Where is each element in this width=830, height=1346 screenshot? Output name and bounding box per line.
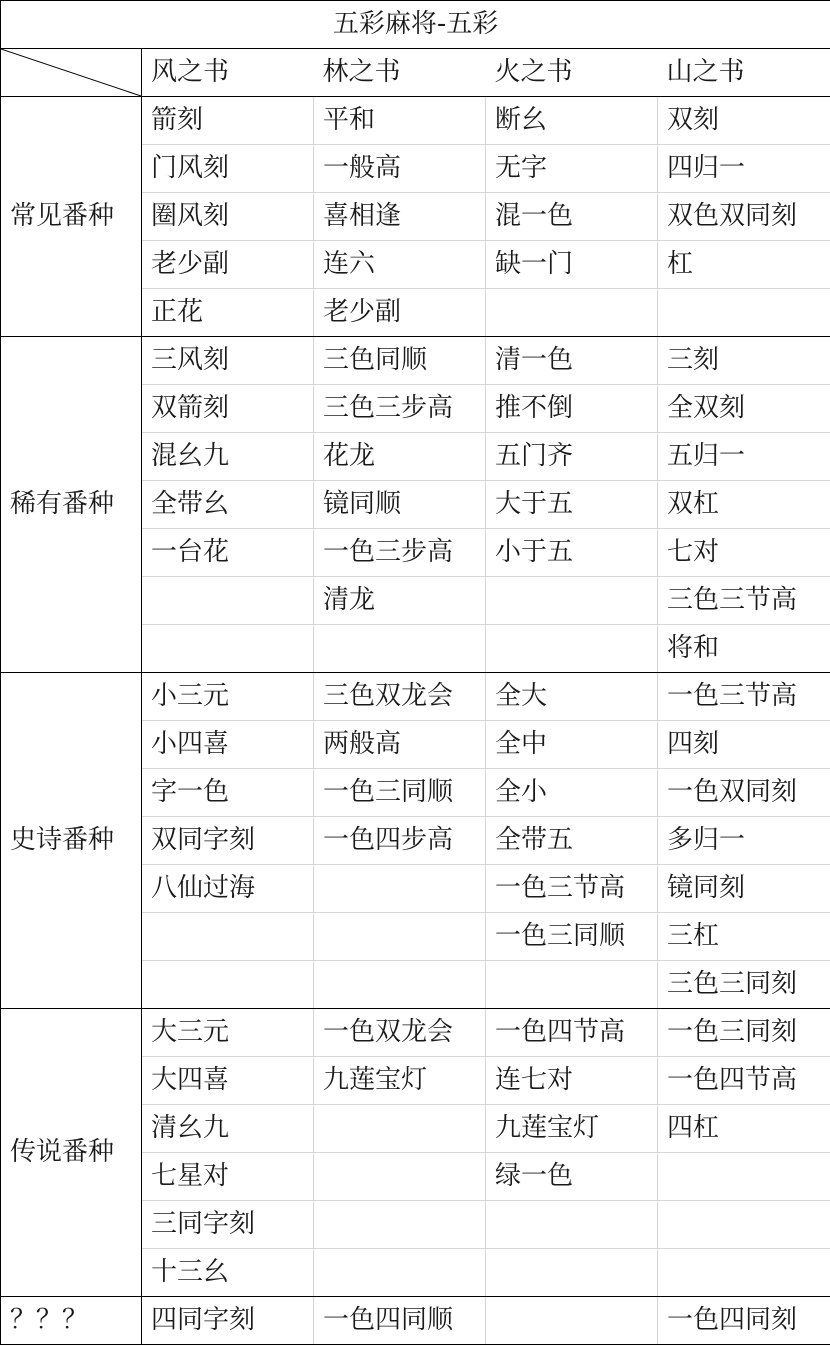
table-cell: 四同字刻 [142,1297,314,1345]
table-cell [314,1249,486,1297]
table-cell: 三杠 [658,913,830,961]
table-row [1,97,830,145]
table-row [1,337,830,385]
table-cell: 十三幺 [142,1249,314,1297]
table-cell [314,1201,486,1249]
table-cell: 大四喜 [142,1057,314,1105]
table-cell: 四归一 [658,145,830,193]
column-header-forest: 林之书 [314,49,486,97]
table-cell: 字一色 [142,769,314,817]
table-cell: 清幺九 [142,1105,314,1153]
table-cell [658,1249,830,1297]
table-cell: 一色三同顺 [486,913,658,961]
table-cell [142,913,314,961]
table-cell: 大于五 [486,481,658,529]
column-header-wind: 风之书 [142,49,314,97]
table-cell: 混一色 [486,193,658,241]
table-cell: 一色四步高 [314,817,486,865]
table-cell: 五归一 [658,433,830,481]
table-cell [142,961,314,1009]
table-cell: 箭刻 [142,97,314,145]
corner-cell [1,49,142,97]
table-cell: 老少副 [314,289,486,337]
diagonal-divider-icon [1,49,141,96]
table-cell: 圈风刻 [142,193,314,241]
table-cell [486,961,658,1009]
table-cell: 平和 [314,97,486,145]
table-cell: 多归一 [658,817,830,865]
table-cell: 一色三步高 [314,529,486,577]
table-cell [314,1153,486,1201]
table-cell [486,625,658,673]
table-cell: 三色双龙会 [314,673,486,721]
table-cell: 镜同顺 [314,481,486,529]
table-cell: 一色三节高 [486,865,658,913]
table-cell: 老少副 [142,241,314,289]
table-cell: 双同字刻 [142,817,314,865]
table-cell: 小四喜 [142,721,314,769]
table-cell [314,961,486,1009]
table-row [1,1009,830,1057]
category-label: 稀有番种 [1,337,142,673]
table-cell: 清龙 [314,577,486,625]
table-cell: 全带幺 [142,481,314,529]
table-cell: 五门齐 [486,433,658,481]
table-cell: 将和 [658,625,830,673]
table-row [1,1297,830,1345]
table-cell [142,577,314,625]
category-label: 史诗番种 [1,673,142,1009]
table-cell: 小三元 [142,673,314,721]
table-cell [142,625,314,673]
table-title: 五彩麻将-五彩 [1,1,830,49]
table-cell [658,289,830,337]
table-cell [314,1105,486,1153]
table-cell: 无字 [486,145,658,193]
table-cell [486,577,658,625]
table-cell [486,1249,658,1297]
table-cell: 两般高 [314,721,486,769]
table-cell: 七对 [658,529,830,577]
table-cell: 九莲宝灯 [486,1105,658,1153]
table-cell: 一色双同刻 [658,769,830,817]
table-cell: 四杠 [658,1105,830,1153]
column-header-fire: 火之书 [486,49,658,97]
table-body [1,97,830,1345]
table-cell [486,1201,658,1249]
category-label: 常见番种 [1,97,142,337]
category-label: ？？？ [1,1297,142,1345]
table-cell: 一色四节高 [658,1057,830,1105]
table-cell: 镜同刻 [658,865,830,913]
table-cell: 绿一色 [486,1153,658,1201]
table-cell: 全双刻 [658,385,830,433]
table-cell: 四刻 [658,721,830,769]
table-cell: 双色双同刻 [658,193,830,241]
table-cell [314,913,486,961]
table-cell: 三刻 [658,337,830,385]
table-cell: 双杠 [658,481,830,529]
table-cell: 一色四同刻 [658,1297,830,1345]
table-cell: 连六 [314,241,486,289]
table-cell: 喜相逢 [314,193,486,241]
table-cell: 断幺 [486,97,658,145]
table-cell [486,289,658,337]
table-cell: 大三元 [142,1009,314,1057]
table-cell: 小于五 [486,529,658,577]
table-cell: 全小 [486,769,658,817]
table-cell [658,1153,830,1201]
table-cell: 三色三步高 [314,385,486,433]
table-cell: 一色四节高 [486,1009,658,1057]
table-cell: 全大 [486,673,658,721]
table-cell [314,625,486,673]
table-cell: 门风刻 [142,145,314,193]
table-cell [658,1201,830,1249]
table-cell: 九莲宝灯 [314,1057,486,1105]
table-cell: 花龙 [314,433,486,481]
table-cell [486,1297,658,1345]
table-cell: 杠 [658,241,830,289]
table-cell: 连七对 [486,1057,658,1105]
table-cell: 一台花 [142,529,314,577]
table-cell [314,865,486,913]
table-cell: 三同字刻 [142,1201,314,1249]
table-cell: 一色三同顺 [314,769,486,817]
table-cell: 正花 [142,289,314,337]
table-cell: 八仙过海 [142,865,314,913]
table-cell: 全带五 [486,817,658,865]
category-label: 传说番种 [1,1009,142,1297]
table-cell: 一色三同刻 [658,1009,830,1057]
table-cell: 推不倒 [486,385,658,433]
table-cell: 三色三节高 [658,577,830,625]
column-header-mountain: 山之书 [658,49,830,97]
table-cell: 三色同顺 [314,337,486,385]
table-row [1,673,830,721]
table-cell: 一色四同顺 [314,1297,486,1345]
table-cell: 七星对 [142,1153,314,1201]
table-cell: 清一色 [486,337,658,385]
table-cell: 一色三节高 [658,673,830,721]
table-cell: 双刻 [658,97,830,145]
table-cell: 全中 [486,721,658,769]
table-cell: 混幺九 [142,433,314,481]
table-cell: 三色三同刻 [658,961,830,1009]
table-cell: 三风刻 [142,337,314,385]
table-cell: 缺一门 [486,241,658,289]
table-cell: 一色双龙会 [314,1009,486,1057]
table-cell: 双箭刻 [142,385,314,433]
table-cell: 一般高 [314,145,486,193]
